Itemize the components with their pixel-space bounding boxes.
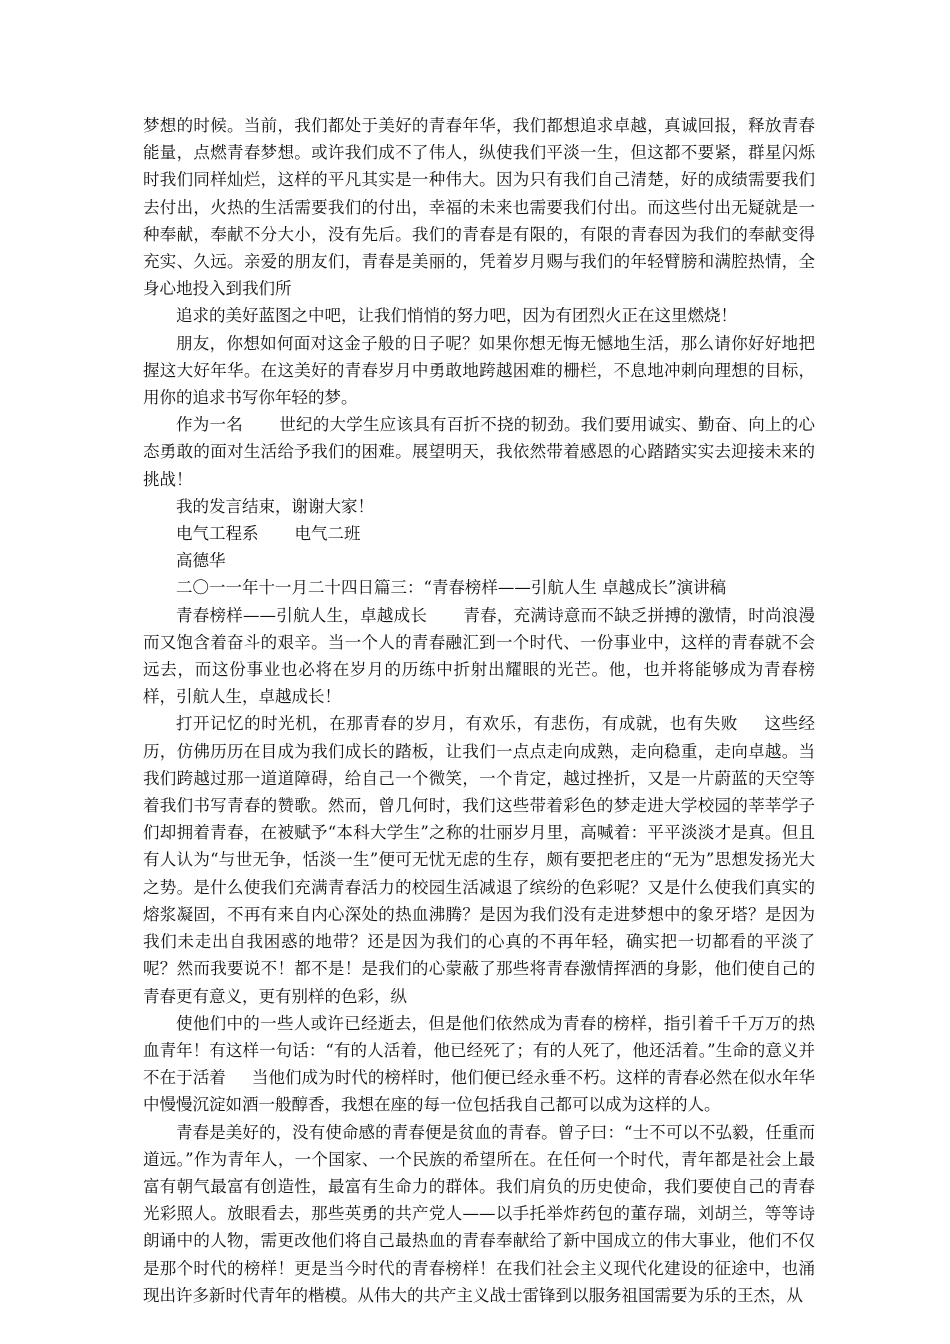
paragraph-text: 作为一名 <box>176 415 243 435</box>
paragraph-text: 当他们成为时代的榜样时，他们便已经永垂不朽。这样的青春必然在似水年华中慢慢沉淀如酒一般醇香，我想在座的每一位包括我自己都可以成为这样的人。 <box>143 1068 816 1115</box>
document-page <box>143 112 815 1309</box>
paragraph-text: 追求的美好蓝图之中吧，让我们悄悄的努力吧，因为有团烈火正在这里燃烧！ <box>176 306 737 326</box>
paragraph-text: 我的发言结束，谢谢大家！ <box>176 496 374 516</box>
paragraph-text: 青春，充满诗意而不缺乏拼搏的激情，时尚浪漫而又饱含着奋斗的艰辛。当一个人的青春融汇到一个时代、一份事业中，这样的青春就不会远去，而这份事业也必将在岁月的历练中折射出耀眼的光芒。他，也并将能够成为青春榜样，引航人生，卓越成长！ <box>143 605 816 707</box>
paragraph <box>143 1119 815 1309</box>
author-name: 高德华 <box>176 551 226 571</box>
paragraph-text: 青春是美好的，没有使命感的青春便是贫血的青春。曾子曰：“士不可以不弘毅，任重而道远。”作为青年人，一个国家、一个民族的希望所在。在任何一个时代，青年都是社会上最富有朝气最富有创造性，最富有生命力的群体。我们肩负的历史使命，我们要使自己的青春光彩照人。放眼看去，那些英勇的共产党人——以手托举炸药包的董存瑞，刘胡兰，等等诗朗诵中的人物，需更改他们将自己最热血的青春奉献给了新中国成立的伟大事业，他们不仅是那个时代的榜样！更是当今时代的青春榜样！在我们社会主义现代化建设的征途中，也涌现出许多新时代青年的楷模。从伟大的共产主义战士雷锋到以服务祖国需要为乐的王杰，从 <box>143 1122 815 1305</box>
department-name: 电气工程系 <box>176 524 259 544</box>
class-name: 电气二班 <box>294 524 361 544</box>
paragraph-text: 世纪的大学生应该具有百折不挠的韧劲。我们要用诚实、勤奋、向上的心态勇敢的面对生活给予我们的困难。展望明天，我依然带着感恩的心踏踏实实去迎接未来的挑战！ <box>143 415 815 489</box>
paragraph <box>143 302 815 329</box>
paragraph <box>143 520 815 547</box>
paragraph <box>143 411 815 493</box>
paragraph <box>143 547 815 574</box>
speech-title: 青春榜样——引航人生，卓越成长 <box>176 605 428 625</box>
paragraph-text: 使他们中的一些人或许已经逝去，但是他们依然成为青春的榜样，指引着千千万万的热血青年！有这样一句话：“有的人活着，他已经死了；有的人死了，他还活着。”生命的意义并不在于活着 <box>143 1013 815 1088</box>
paragraph-text: 打开记忆的时光机，在那青春的岁月，有欢乐，有悲伤，有成就，也有失败 <box>176 714 738 734</box>
paragraph <box>143 493 815 520</box>
paragraph <box>143 330 815 412</box>
paragraph <box>143 1010 815 1119</box>
paragraph <box>143 112 815 302</box>
paragraph <box>143 710 815 1009</box>
date-and-section-title: 二〇一一年十一月二十四日篇三：“青春榜样——引航人生 卓越成长”演讲稿 <box>176 578 727 598</box>
paragraph-text: 梦想的时候。当前，我们都处于美好的青春年华，我们都想追求卓越，真诚回报，释放青春能量，点燃青春梦想。或许我们成不了伟人，纵使我们平淡一生，但这都不要紧，群星闪烁时我们同样灿烂，这样的平凡其实是一种伟大。因为只有我们自己清楚，好的成绩需要我们去付出，火热的生活需要我们的付出，幸福的未来也需要我们付出。而这些付出无疑就是一种奉献，奉献不分大小，没有先后。我们的青春是有限的，有限的青春因为我们的奉献变得充实、久远。亲爱的朋友们，青春是美丽的，凭着岁月赐与我们的年轻臂膀和满腔热情，全身心地投入到我们所 <box>143 116 815 299</box>
paragraph-text: 这些经历，仿佛历历在目成为我们成长的踏板，让我们一点点走向成熟，走向稳重，走向卓越。当我们跨越过那一道道障碍，给自己一个微笑，一个肯定，越过挫折，又是一片蔚蓝的天空等着我们书写青春的赞歌。然而，曾几何时，我们这些带着彩色的梦走进大学校园的莘莘学子们却拥着青春，在被赋予“本科大学生”之称的壮丽岁月里，高喊着：平平淡淡才是真。但且有人认为“与世无争，恬淡一生”便可无忧无虑的生存，颇有要把老庄的“无为”思想发扬光大之势。是什么使我们充满青春活力的校园生活减退了缤纷的色彩呢？又是什么使我们真实的熔浆凝固，不再有来自内心深处的热血沸腾？是因为我们没有走进梦想中的象牙塔？是因为我们未走出自我困惑的地带？还是因为我们的心真的不再年轻，确实把一切都看的平淡了呢？然而我要说不！都不是！是我们的心蒙蔽了那些将青春激情挥洒的身影，他们使自己的青春更有意义，更有别样的色彩，纵 <box>143 714 816 1006</box>
paragraph-text: 朋友，你想如何面对这金子般的日子呢？如果你想无悔无憾地生活，那么请你好好地把握这大好年华。在这美好的青春岁月中勇敢地跨越困难的栅栏，不息地冲刺向理想的目标，用你的追求书写你年轻的梦。 <box>143 333 815 408</box>
paragraph <box>143 574 815 601</box>
paragraph <box>143 602 815 711</box>
